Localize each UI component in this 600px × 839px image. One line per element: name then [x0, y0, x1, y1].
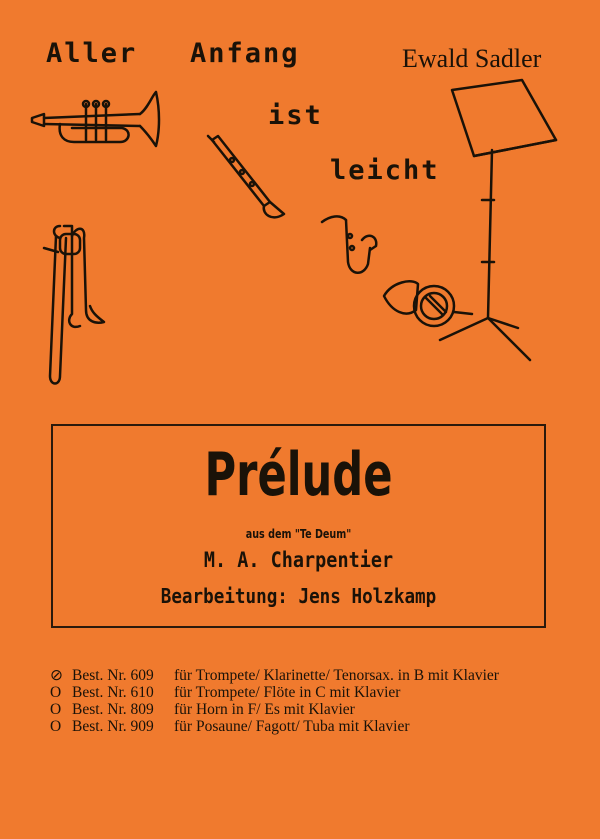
edition-description: für Posaune/ Fagott/ Tuba mit Klavier [174, 718, 410, 735]
series-author: Ewald Sadler [402, 44, 542, 73]
music-stand-icon [440, 80, 556, 360]
trumpet-icon [32, 92, 159, 146]
piece-subtitle: aus dem "Te Deum" [245, 527, 352, 541]
edition-number: Best. Nr. 909 [72, 718, 154, 735]
clarinet-icon [208, 136, 284, 217]
edition-checkbox: O [50, 718, 62, 735]
edition-checkbox: ⊘ [50, 667, 63, 684]
edition-row [50, 684, 499, 701]
edition-description: für Trompete/ Klarinette/ Tenorsax. in B mit Klavier [174, 667, 499, 684]
series-word-leicht: leicht [330, 155, 440, 186]
trombone-icon [44, 226, 104, 384]
edition-checkbox: O [50, 684, 62, 701]
series-word-aller: Aller [46, 38, 138, 69]
piece-composer: M. A. Charpentier [203, 548, 394, 572]
edition-row [50, 718, 499, 735]
edition-row [50, 667, 499, 684]
series-word-ist: ist [268, 100, 323, 131]
title-box [51, 424, 546, 628]
edition-checkbox: O [50, 701, 62, 718]
series-word-anfang: Anfang [190, 38, 300, 69]
french-horn-icon [384, 281, 472, 326]
edition-number: Best. Nr. 809 [72, 701, 154, 718]
edition-number: Best. Nr. 610 [72, 684, 154, 701]
edition-list [50, 667, 499, 735]
edition-description: für Horn in F/ Es mit Klavier [174, 701, 355, 718]
edition-number: Best. Nr. 609 [72, 667, 154, 684]
edition-description: für Trompete/ Flöte in C mit Klavier [174, 684, 401, 701]
saxophone-icon [322, 216, 376, 272]
piece-title: Prélude [204, 440, 393, 510]
edition-row [50, 701, 499, 718]
piece-arranger: Bearbeitung: Jens Holzkamp [160, 584, 437, 608]
